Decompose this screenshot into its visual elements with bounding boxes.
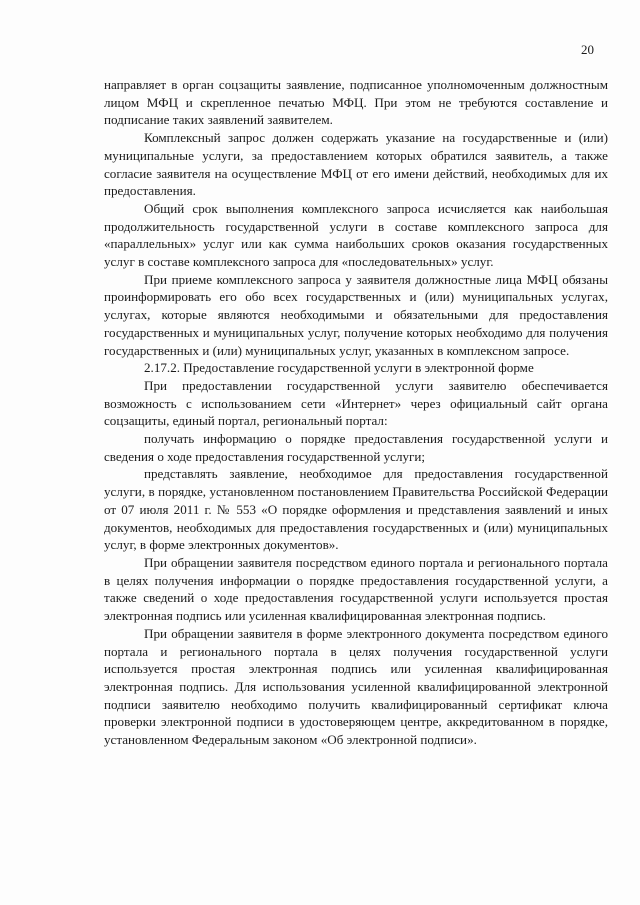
paragraph-get-information: получать информацию о порядке предоставления государственной услуги и сведения о ходе предоставления государственной услуги; [104, 431, 608, 464]
paragraph-mfc-application: направляет в орган соцзащиты заявление, подписанное уполномоченным должностным лицом МФЦ и скрепленное печатью МФЦ. При этом не требуются составление и подписание таких заявлений заявителем. [104, 77, 608, 128]
paragraph-complex-request-term: Общий срок выполнения комплексного запроса исчисляется как наибольшая продолжительность государственной услуги в составе комплексного запроса для «параллельных» услуг или как сумма наибольших сроков оказания государственных услуг в составе комплексного запроса для «последовательных» услуг. [104, 200, 608, 270]
paragraph-electronic-possibility: При предоставлении государственной услуги заявителю обеспечивается возможность с использованием сети «Интернет» через официальный сайт органа соцзащиты, единый портал, региональный портал: [104, 377, 608, 429]
paragraph-complex-request-reception: При приеме комплексного запроса у заявителя должностные лица МФЦ обязаны проинформировать его обо всех государственных и (или) муниципальных услугах, услугах, которые являются необходимыми и обязательными для предоставления государственных и муниципальных услуг, получение которых необходимо для получения государственных и (или) муниципальных услуг, указанных в комплексном запросе. [104, 271, 608, 358]
paragraph-electronic-document-signature: При обращении заявителя в форме электронного документа посредством единого портала и регионального портала в целях получения государственной услуги используется простая электронная подпись или усиленная квалифицированная электронная подпись. Для использования усиленной квалифицированной электронной подписи заявителю необходимо получить квалифицированный сертификат ключа проверки электронной подписи в удостоверяющем центре, аккредитованном в порядке, установленном Федеральным законом «Об электронной подписи». [104, 625, 608, 748]
document-body [104, 76, 608, 749]
page-number: 20 [581, 42, 594, 57]
section-heading-electronic-form: 2.17.2. Предоставление государственной услуги в электронной форме [144, 360, 534, 376]
paragraph-complex-request-content: Комплексный запрос должен содержать указание на государственные и (или) муниципальные услуги, за предоставлением которых обратился заявитель, а также согласие заявителя на осуществление МФЦ от его имени действий, необходимых для их предоставления. [104, 130, 608, 199]
paragraph-portal-information-signature: При обращении заявителя посредством единого портала и регионального портала в целях получения информации о порядке предоставления государственной услуги, а также сведений о ходе предоставления государственной услуги используется простая электронная подпись или усиленная квалифицированная электронная подпись. [104, 554, 608, 624]
paragraph-submit-application: представлять заявление, необходимое для предоставления государственной услуги, в порядке, установленном постановлением Правительства Российской Федерации от 07 июля 2011 г. № 553 «О порядке оформления и представления заявлений и иных документов, необходимых для предоставления государственных и (или) муниципальных услуг, в форме электронных документов». [104, 466, 608, 553]
